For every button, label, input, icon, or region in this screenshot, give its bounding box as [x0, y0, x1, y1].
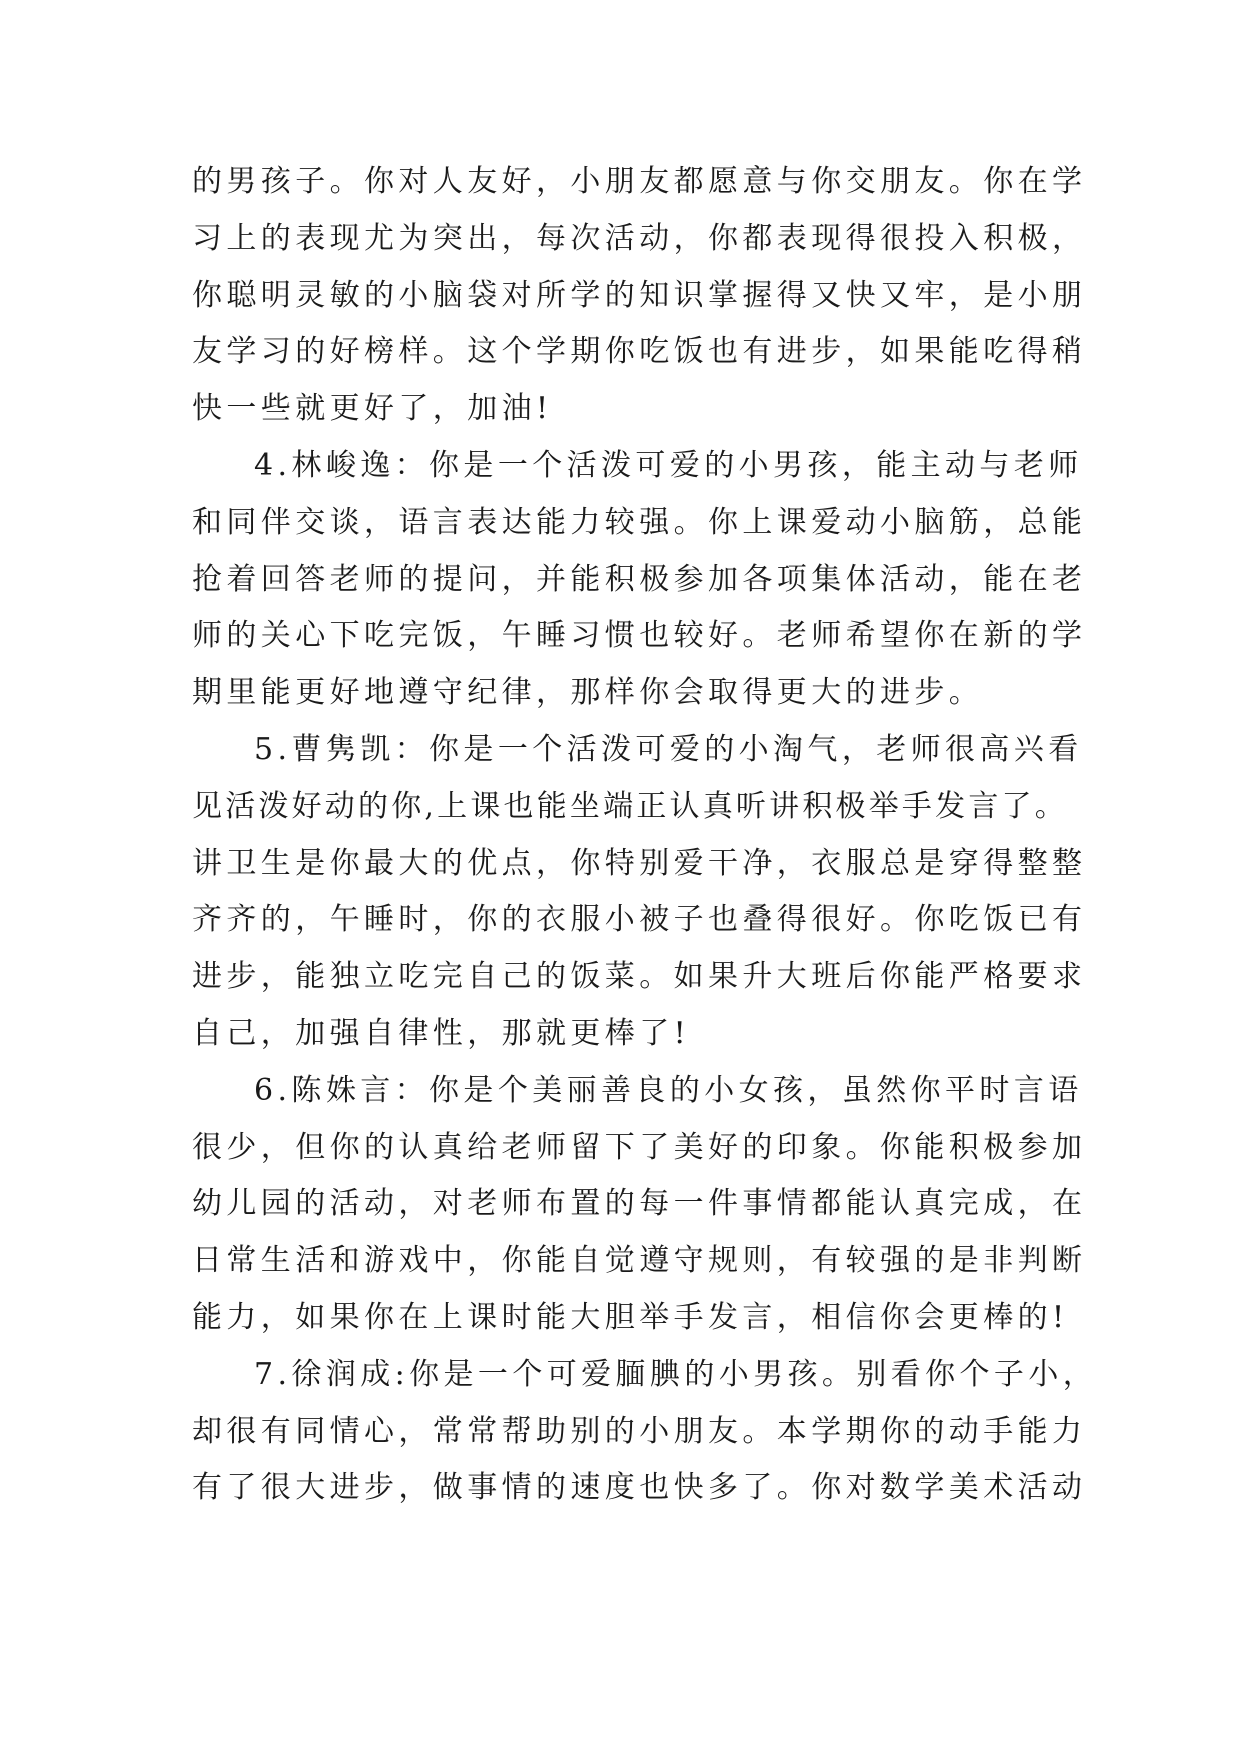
- text-line: 进步，能独立吃完自己的饭菜。如果升大班后你能严格要求: [192, 959, 1087, 995]
- text-line: 日常生活和游戏中，你能自觉遵守规则，有较强的是非判断: [192, 1243, 1087, 1279]
- text-line: 能力，如果你在上课时能大胆举手发言，相信你会更棒的!: [192, 1299, 1069, 1335]
- text-line: 齐齐的，午睡时，你的衣服小被子也叠得很好。你吃饭已有: [192, 902, 1087, 938]
- text-line: 的男孩子。你对人友好，小朋友都愿意与你交朋友。你在学: [192, 164, 1087, 199]
- text-line: 你聪明灵敏的小脑袋对所学的知识掌握得又快又牢，是小朋: [192, 277, 1087, 313]
- text-line: 见活泼好动的你,上课也能坐端正认真听讲积极举手发言了。: [192, 788, 1068, 824]
- document-body: [192, 154, 1098, 1517]
- text-line: 期里能更好地遵守纪律，那样你会取得更大的进步。: [192, 675, 984, 711]
- paragraph-first-line: 4.林峻逸：你是一个活泼可爱的小男孩，能主动与老师: [254, 447, 1083, 483]
- text-line: 有了很大进步，做事情的速度也快多了。你对数学美术活动: [192, 1470, 1087, 1506]
- text-line: 友学习的好榜样。这个学期你吃饭也有进步，如果能吃得稍: [192, 334, 1087, 370]
- text-line: 习上的表现尤为突出，每次活动，你都表现得很投入积极，: [192, 220, 1087, 256]
- text-line: 快一些就更好了，加油!: [192, 391, 553, 427]
- text-line: 幼儿园的活动，对老师布置的每一件事情都能认真完成，在: [192, 1186, 1087, 1222]
- text-line: 却很有同情心，常常帮助别的小朋友。本学期你的动手能力: [192, 1413, 1087, 1449]
- text-line: 自己，加强自律性，那就更棒了!: [192, 1015, 691, 1051]
- text-line: 很少，但你的认真给老师留下了美好的印象。你能积极参加: [192, 1129, 1087, 1165]
- text-line: 讲卫生是你最大的优点，你特别爱干净，衣服总是穿得整整: [192, 845, 1087, 881]
- paragraph-first-line: 5.曹隽凯：你是一个活泼可爱的小淘气，老师很高兴看: [254, 731, 1083, 767]
- text-line: 和同伴交谈，语言表达能力较强。你上课爱动小脑筋，总能: [192, 504, 1087, 540]
- paragraph-first-line: 6.陈姝言：你是个美丽善良的小女孩，虽然你平时言语: [254, 1072, 1083, 1108]
- paragraph-first-line: 7.徐润成:你是一个可爱腼腆的小男孩。别看你个子小，: [254, 1356, 1098, 1392]
- text-line: 抢着回答老师的提问，并能积极参加各项集体活动，能在老: [192, 561, 1087, 597]
- text-line: 师的关心下吃完饭，午睡习惯也较好。老师希望你在新的学: [192, 618, 1087, 654]
